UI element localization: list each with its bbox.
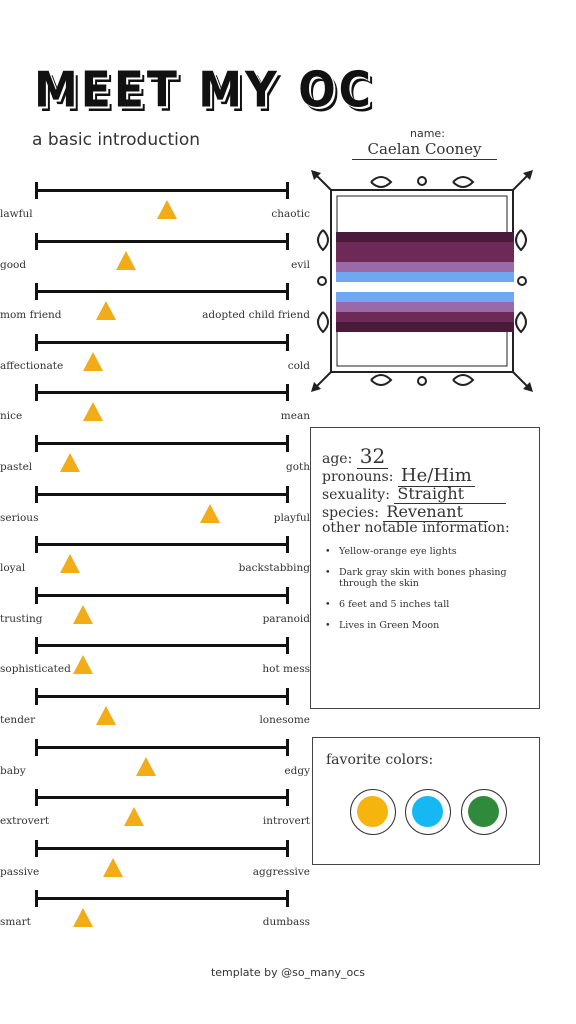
slider-tick-left <box>35 435 38 452</box>
slider-label-left: pastel <box>0 461 33 473</box>
pronouns-label: pronouns: <box>322 469 394 485</box>
slider-label-left: baby <box>0 764 26 777</box>
trait-slider <box>0 586 310 636</box>
slider-label-left: sophisticated <box>0 663 71 676</box>
slider-marker-icon <box>200 504 220 523</box>
character-name: Caelan Cooney <box>352 140 497 160</box>
trait-slider <box>0 738 310 788</box>
slider-tick-right <box>286 435 289 452</box>
slider-track <box>35 543 288 546</box>
trait-slider <box>0 485 310 535</box>
slider-label-left: loyal <box>0 562 26 575</box>
flag-stripe <box>336 312 514 322</box>
sexuality-value: Straight <box>394 484 506 504</box>
slider-label-right: aggressive <box>252 865 310 878</box>
trait-slider <box>0 333 310 383</box>
trait-slider <box>0 788 310 838</box>
species-label: species: <box>322 505 379 521</box>
color-swatch-2 <box>405 789 451 835</box>
slider-tick-right <box>286 233 289 250</box>
flag-stripe <box>336 242 514 252</box>
slider-tick-right <box>286 637 289 654</box>
slider-label-right: paranoid <box>262 612 310 625</box>
slider-tick-left <box>35 789 38 806</box>
slider-tick-left <box>35 890 38 907</box>
slider-label-right: goth <box>285 461 310 473</box>
slider-label-left: extrovert <box>0 815 50 828</box>
age-label: age: <box>322 451 353 467</box>
slider-tick-left <box>35 233 38 250</box>
slider-tick-left <box>35 739 38 756</box>
notes-list <box>325 546 525 641</box>
slider-track <box>35 746 288 749</box>
slider-tick-right <box>286 587 289 604</box>
trait-slider <box>0 383 310 433</box>
slider-label-right: edgy <box>284 764 310 777</box>
list-item: • Lives in Green Moon <box>325 620 525 631</box>
slider-label-left: tender <box>0 714 36 726</box>
slider-label-right: evil <box>291 258 310 271</box>
favorite-colors-label: favorite colors: <box>326 752 434 768</box>
slider-marker-icon <box>96 706 116 725</box>
slider-track <box>35 240 288 243</box>
slider-label-left: serious <box>0 511 39 524</box>
info-panel <box>310 427 540 709</box>
swatch-fill <box>357 796 388 827</box>
trait-slider <box>0 434 310 484</box>
slider-tick-right <box>286 890 289 907</box>
slider-track <box>35 644 288 647</box>
flag-stripe <box>336 232 514 242</box>
slider-tick-right <box>286 536 289 553</box>
page-title: MEET MY OC <box>34 61 374 119</box>
slider-label-right: backstabbing <box>238 562 310 575</box>
trait-slider <box>0 282 310 332</box>
slider-tick-right <box>286 840 289 857</box>
slider-tick-right <box>286 283 289 300</box>
slider-tick-right <box>286 384 289 401</box>
slider-label-left: good <box>0 258 27 271</box>
trait-slider <box>0 889 310 939</box>
slider-track <box>35 847 288 850</box>
species-value: Revenant <box>383 502 488 522</box>
sexuality-label: sexuality: <box>322 487 390 503</box>
notes-heading: other notable information: <box>322 520 510 536</box>
slider-label-right: dumbass <box>262 916 310 929</box>
slider-tick-left <box>35 486 38 503</box>
slider-tick-right <box>286 688 289 705</box>
trait-slider <box>0 839 310 889</box>
slider-marker-icon <box>83 402 103 421</box>
slider-tick-right <box>286 789 289 806</box>
slider-tick-left <box>35 688 38 705</box>
slider-tick-left <box>35 536 38 553</box>
name-label: name: <box>410 127 445 140</box>
slider-label-right: hot mess <box>262 663 310 676</box>
slider-label-right: mean <box>280 410 310 423</box>
list-item: • 6 feet and 5 inches tall <box>325 599 525 610</box>
slider-track <box>35 341 288 344</box>
slider-marker-icon <box>73 605 93 624</box>
slider-label-right: chaotic <box>271 208 310 220</box>
slider-tick-right <box>286 739 289 756</box>
age-value: 32 <box>357 444 388 469</box>
slider-marker-icon <box>60 453 80 472</box>
slider-tick-left <box>35 384 38 401</box>
flag-stripe <box>336 262 514 272</box>
slider-tick-right <box>286 486 289 503</box>
slider-label-left: nice <box>0 410 23 423</box>
slider-label-left: trusting <box>0 612 43 625</box>
slider-marker-icon <box>96 301 116 320</box>
slider-tick-left <box>35 283 38 300</box>
flag-stripe <box>336 272 514 282</box>
slider-label-left: passive <box>0 865 40 878</box>
slider-track <box>35 442 288 445</box>
slider-label-left: lawful <box>0 208 33 220</box>
flag-stripe <box>336 292 514 302</box>
slider-track <box>35 594 288 597</box>
slider-tick-right <box>286 334 289 351</box>
slider-label-right: adopted child friend <box>202 309 310 322</box>
slider-tick-left <box>35 587 38 604</box>
slider-track <box>35 493 288 496</box>
slider-track <box>35 189 288 192</box>
trait-slider <box>0 636 310 686</box>
favorite-colors-panel <box>312 737 540 865</box>
trait-slider <box>0 687 310 737</box>
trait-slider <box>0 232 310 282</box>
slider-tick-right <box>286 182 289 199</box>
trait-slider <box>0 535 310 585</box>
flag-stripe <box>336 282 514 292</box>
slider-label-right: introvert <box>262 815 310 828</box>
flag-stripe <box>336 252 514 262</box>
slider-tick-left <box>35 182 38 199</box>
slider-label-right: lonesome <box>259 714 310 726</box>
slider-marker-icon <box>73 655 93 674</box>
color-swatch-3 <box>461 789 507 835</box>
pride-flag <box>336 232 514 332</box>
slider-marker-icon <box>103 858 123 877</box>
slider-track <box>35 796 288 799</box>
list-item: • Dark gray skin with bones phasing through the skin <box>325 567 525 589</box>
slider-label-left: mom friend <box>0 309 62 322</box>
slider-label-left: smart <box>0 916 31 929</box>
slider-track <box>35 391 288 394</box>
flag-stripe <box>336 302 514 312</box>
slider-tick-left <box>35 840 38 857</box>
slider-label-right: playful <box>273 511 310 524</box>
slider-tick-left <box>35 334 38 351</box>
slider-label-right: cold <box>287 359 310 372</box>
swatch-fill <box>468 796 499 827</box>
swatch-fill <box>412 796 443 827</box>
slider-tick-left <box>35 637 38 654</box>
list-item: • Yellow-orange eye lights <box>325 546 525 557</box>
slider-track <box>35 290 288 293</box>
slider-marker-icon <box>60 554 80 573</box>
trait-slider <box>0 181 310 231</box>
slider-marker-icon <box>116 251 136 270</box>
species-row <box>322 502 488 522</box>
sexuality-row <box>322 484 506 504</box>
pronouns-value: He/Him <box>398 465 475 487</box>
flag-stripe <box>336 322 514 332</box>
slider-label-left: affectionate <box>0 359 64 372</box>
color-swatch-1 <box>350 789 396 835</box>
slider-marker-icon <box>83 352 103 371</box>
slider-track <box>35 695 288 698</box>
slider-marker-icon <box>124 807 144 826</box>
template-credit: template by @so_many_ocs <box>210 966 366 979</box>
page-subtitle: a basic introduction <box>32 130 201 150</box>
slider-track <box>35 897 288 900</box>
slider-marker-icon <box>73 908 93 927</box>
slider-marker-icon <box>157 200 177 219</box>
slider-marker-icon <box>136 757 156 776</box>
